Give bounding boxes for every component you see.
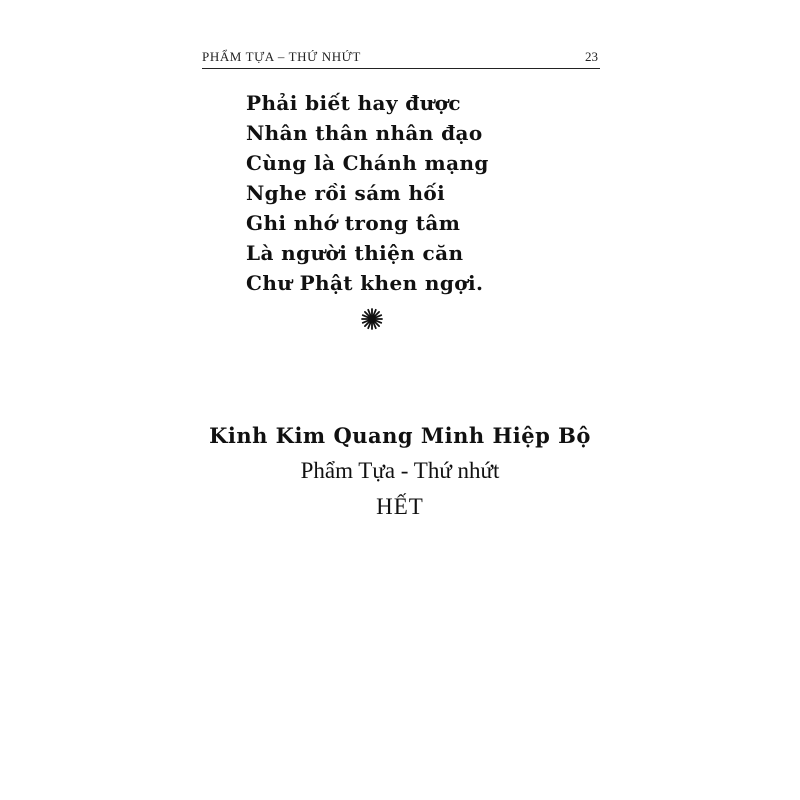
verse-line: Nghe rồi sám hối <box>246 181 446 205</box>
running-header <box>202 49 598 67</box>
sutra-title: Kinh Kim Quang Minh Hiệp Bộ <box>209 423 591 448</box>
asterisk-star-icon <box>360 307 384 331</box>
end-mark: HẾT <box>376 494 424 519</box>
header-rule <box>202 68 600 69</box>
running-title: PHẨM TỰA – THỨ NHỨT <box>202 49 361 64</box>
verse-stanza <box>246 88 489 298</box>
chapter-subtitle: Phẩm Tựa - Thứ nhứt <box>300 458 500 483</box>
verse-line: Chư Phật khen ngợi. <box>246 271 484 295</box>
verse-line: Cùng là Chánh mạng <box>246 151 489 175</box>
verse-line: Ghi nhớ trong tâm <box>246 211 461 235</box>
page-number: 23 <box>585 49 598 64</box>
verse-line: Phải biết hay được <box>246 91 461 115</box>
verse-line: Là người thiện căn <box>246 241 464 265</box>
verse-line: Nhân thân nhân đạo <box>246 121 483 145</box>
